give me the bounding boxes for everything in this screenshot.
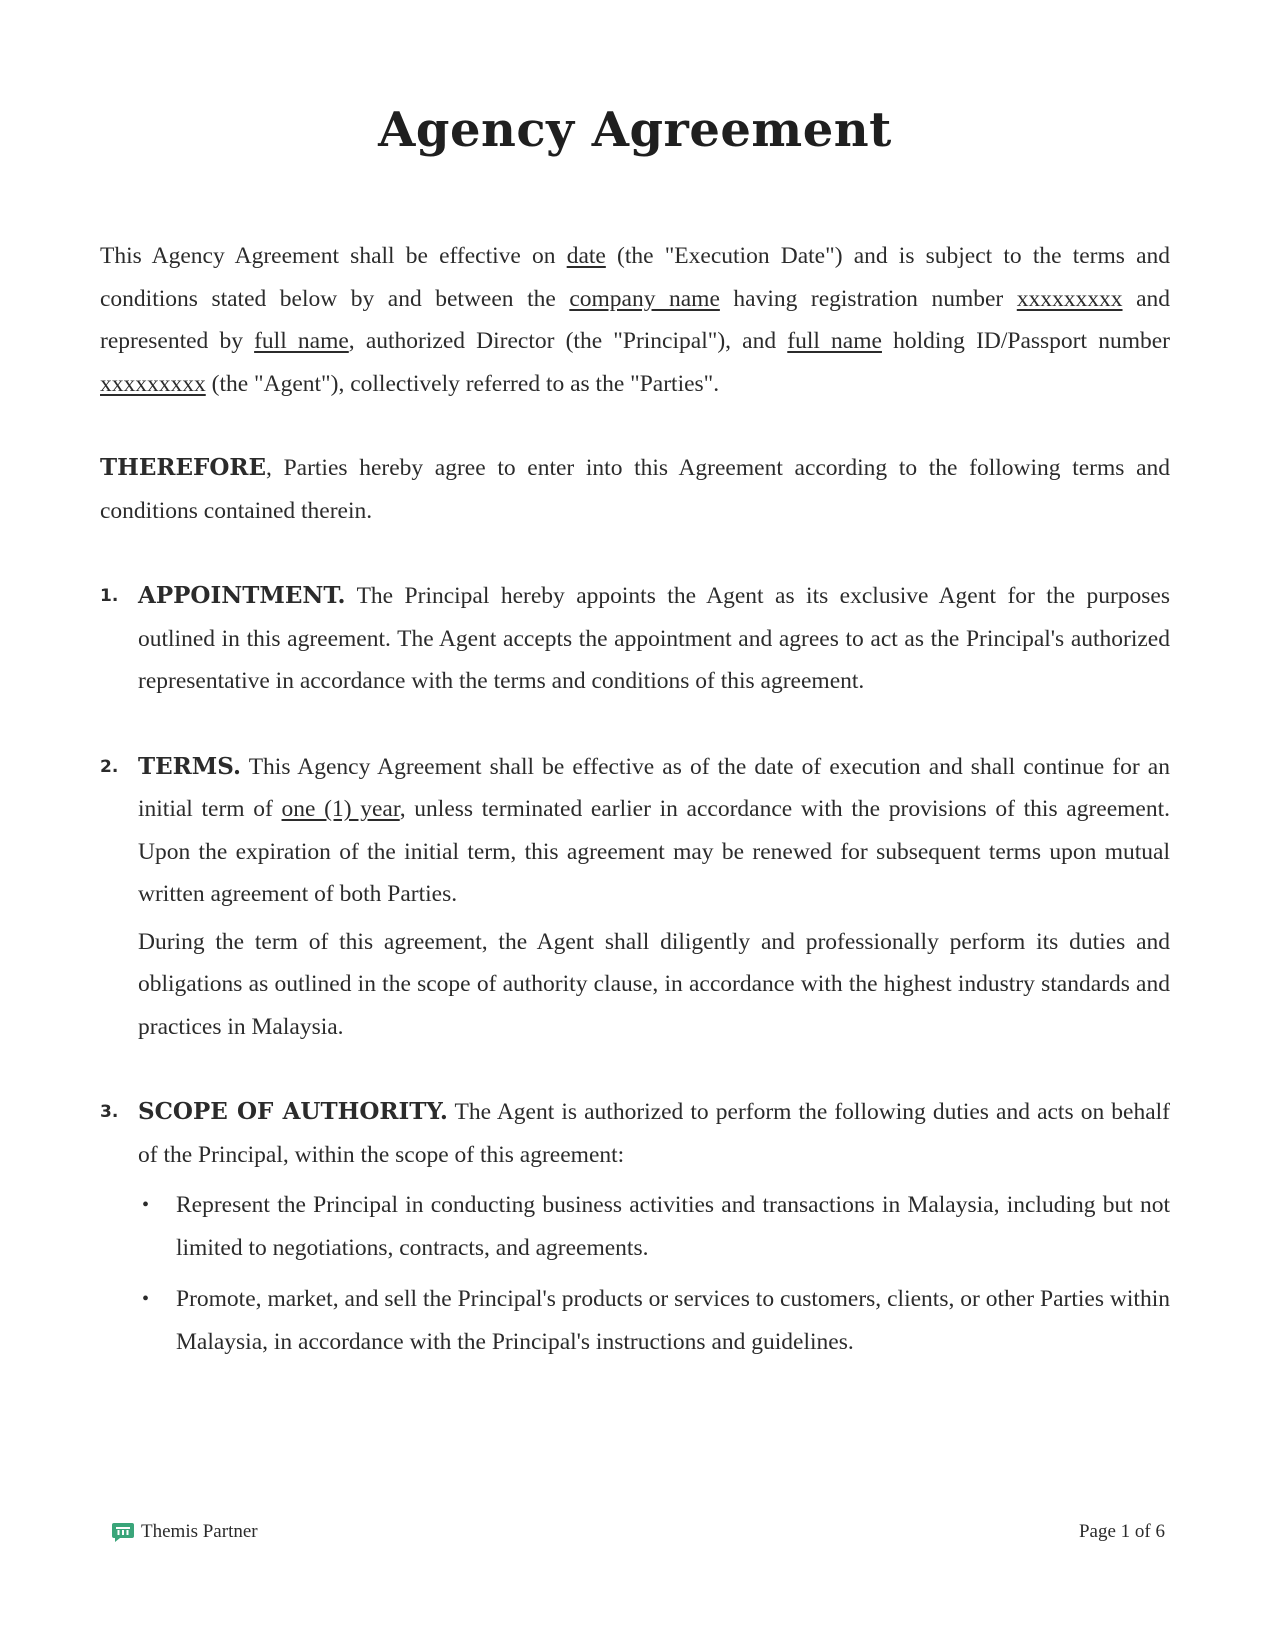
clause-text: The Agent is authorized to perform the following duties and acts on behalf of the Principal, within the scope of this agreement: — [138, 1099, 1171, 1168]
list-item — [142, 1278, 1170, 1363]
clause-heading: SCOPE OF AUTHORITY. — [138, 1098, 448, 1125]
list-item-text: Promote, market, and sell the Principal's products or services to customers, clients, or other Parties within Malaysia, in accordance with the Principal's instructions and guidelines. — [176, 1286, 1170, 1355]
themis-partner-logo-icon — [111, 1521, 135, 1543]
intro-text: This Agency Agreement shall be effective on — [100, 243, 567, 269]
clause-paragraph-2: During the term of this agreement, the Agent shall diligently and professionally perform its duties and obligations as outlined in the scope of authority clause, in accordance with the highest industry standards and practices in Malaysia. — [138, 928, 1170, 1040]
scope-list — [138, 1184, 1170, 1363]
director-name-field: full name — [254, 328, 349, 354]
clause-paragraph — [138, 746, 1170, 916]
intro-text: (the "Execution Date") and is subject to the terms and conditions stated below by and between the — [100, 243, 1171, 312]
bullet-icon: • — [142, 1288, 150, 1310]
intro-text: and represented by — [100, 285, 1170, 354]
clause-scope-of-authority — [100, 1091, 1170, 1363]
list-item — [142, 1184, 1170, 1269]
therefore-paragraph — [100, 447, 1170, 532]
brand-logo — [111, 1515, 258, 1549]
intro-text: having registration number — [719, 285, 1017, 312]
list-item-text: Represent the Principal in conducting business activities and transactions in Malaysia, including but not limited to negotiations, contracts, and agreements. — [176, 1192, 1170, 1261]
agent-name-field: full name — [787, 328, 882, 354]
clause-number: 3. — [100, 1102, 119, 1122]
id-number-field: xxxxxxxxx — [100, 370, 206, 397]
intro-text: , authorized Director (the "Principal"), and — [348, 328, 788, 354]
clause-heading: APPOINTMENT. — [138, 582, 346, 609]
document-page — [100, 0, 1170, 1372]
clause-heading: TERMS. — [138, 752, 242, 780]
intro-paragraph — [100, 235, 1170, 405]
registration-number-field: xxxxxxxxx — [1016, 285, 1123, 312]
clause-appointment — [100, 575, 1170, 703]
bullet-icon: • — [142, 1194, 150, 1216]
clause-terms — [100, 746, 1170, 1049]
date-field: date — [566, 243, 606, 269]
therefore-text: , Parties hereby agree to enter into this Agreement according to the following terms and conditions contained therein. — [100, 455, 1170, 524]
term-field: one (1) year — [281, 796, 400, 822]
clause-text: The Principal hereby appoints the Agent as its exclusive Agent for the purposes outlined in this agreement. The Agent accepts the appointment and agrees to act as the Principal's authorized representative in accordance with the terms and conditions of this agreement. — [138, 583, 1170, 694]
clause-text: This Agency Agreement shall be effective as of the date of execution and shall continue for an initial term of — [138, 753, 1170, 822]
clause-text: , unless terminated earlier in accordance with the provisions of this agreement. Upon the expiration of the initial term, this agreement may be renewed for subsequent terms upon mutual written agreement of both Parties. — [138, 796, 1171, 907]
document-title: Agency Agreement — [378, 102, 892, 158]
clause-paragraph — [138, 1091, 1170, 1176]
page-number: Page 1 of 6 — [1078, 1521, 1165, 1542]
intro-text: holding ID/Passport number — [881, 328, 1170, 354]
brand-name: Themis Partner — [141, 1521, 258, 1542]
company-name-field: company name — [569, 285, 720, 312]
clause-number: 1. — [100, 586, 119, 606]
therefore-lead: THEREFORE — [100, 454, 267, 481]
page-footer — [111, 1515, 1165, 1549]
clause-number: 2. — [100, 756, 119, 777]
intro-text: (the "Agent"), collectively referred to as the "Parties". — [205, 370, 720, 397]
clause-paragraph — [138, 575, 1170, 703]
